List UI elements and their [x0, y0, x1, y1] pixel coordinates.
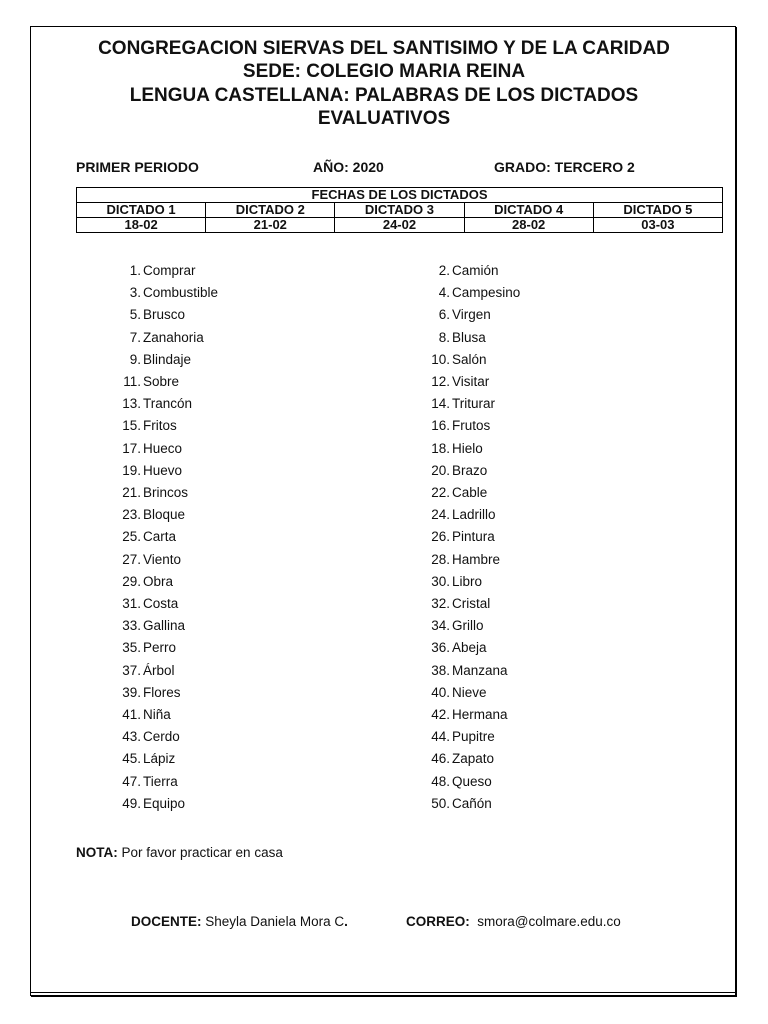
- list-item-number: 14.: [431, 396, 450, 412]
- list-item-word: Cerdo: [143, 729, 180, 745]
- list-item: [426, 685, 487, 701]
- table-header-cell: DICTADO 1: [77, 203, 206, 218]
- list-item-word: Pupitre: [452, 729, 495, 745]
- list-item-word: Trancón: [143, 396, 193, 412]
- list-item-word: Libro: [452, 573, 483, 589]
- list-item: [426, 463, 487, 479]
- list-item-word: Pintura: [452, 529, 495, 545]
- list-item-number: 27.: [122, 551, 141, 567]
- list-item-number: 41.: [122, 707, 141, 722]
- list-item-word: Camión: [452, 263, 499, 278]
- list-item: [117, 441, 182, 457]
- list-item-word: Manzana: [452, 662, 508, 678]
- note-label: NOTA:: [76, 845, 118, 860]
- list-item-word: Campesino: [452, 285, 521, 301]
- list-item-number: 31.: [122, 596, 141, 611]
- period-label: PRIMER PERIODO: [76, 159, 199, 175]
- list-item-word: Gallina: [143, 618, 186, 634]
- list-item-number: 33.: [122, 618, 141, 634]
- list-item-word: Costa: [143, 596, 179, 611]
- list-item-number: 6.: [438, 307, 450, 323]
- list-item-word: Obra: [143, 573, 174, 589]
- list-item-number: 10.: [431, 351, 450, 367]
- title-line-1: CONGREGACION SIERVAS DEL SANTISIMO Y DE LA CARIDAD: [98, 38, 670, 59]
- list-item-number: 42.: [431, 707, 450, 722]
- list-item-number: 44.: [431, 729, 450, 745]
- list-item: [426, 796, 492, 812]
- list-item-word: Hambre: [452, 551, 501, 567]
- list-item-word: Combustible: [143, 285, 219, 301]
- list-item-number: 2.: [438, 263, 450, 278]
- list-item: [117, 263, 196, 279]
- list-item-word: Viento: [143, 551, 182, 567]
- document-title: [40, 37, 728, 131]
- list-item-number: 9.: [129, 351, 141, 367]
- list-item-number: 32.: [431, 596, 450, 611]
- list-item: [426, 263, 499, 279]
- table-date-cell: 18-02: [77, 218, 206, 233]
- table-title: FECHAS DE LOS DICTADOS: [77, 188, 723, 203]
- list-item: [117, 352, 191, 368]
- list-item: [117, 396, 192, 412]
- list-item-number: 48.: [431, 773, 450, 789]
- list-item-word: Queso: [452, 773, 492, 789]
- list-item-number: 38.: [431, 662, 450, 678]
- list-item-number: 45.: [122, 751, 141, 767]
- list-item: [117, 774, 178, 790]
- list-item: [426, 552, 500, 568]
- table-date-cell: 21-02: [206, 218, 335, 233]
- list-item-word: Ladrillo: [452, 507, 496, 523]
- list-item-word: Árbol: [143, 662, 175, 678]
- list-item: [426, 640, 487, 656]
- list-item-number: 39.: [122, 684, 141, 700]
- list-item-number: 47.: [122, 773, 141, 789]
- email-info: [406, 914, 621, 929]
- list-item: [117, 552, 181, 568]
- list-item-word: Hueco: [143, 440, 183, 456]
- year-label: AÑO: 2020: [313, 159, 384, 175]
- teacher-label: DOCENTE:: [131, 914, 202, 929]
- list-item: [117, 729, 180, 745]
- list-item: [426, 729, 495, 745]
- list-item-word: Niña: [143, 707, 171, 722]
- list-item: [426, 285, 520, 301]
- list-item-number: 7.: [129, 329, 141, 345]
- list-item-number: 28.: [431, 551, 450, 567]
- list-item: [426, 330, 486, 346]
- grade-label: GRADO: TERCERO 2: [494, 159, 635, 175]
- list-item: [426, 596, 490, 612]
- list-item: [117, 751, 175, 767]
- list-item: [426, 307, 491, 323]
- list-item-word: Equipo: [143, 795, 186, 811]
- list-item-number: 5.: [129, 307, 141, 323]
- list-item-number: 3.: [129, 285, 141, 301]
- list-item-word: Flores: [143, 684, 181, 700]
- list-item-number: 46.: [431, 751, 450, 767]
- list-item-number: 43.: [122, 729, 141, 745]
- list-item: [117, 418, 177, 434]
- list-item-number: 25.: [122, 529, 141, 545]
- list-item: [117, 463, 182, 479]
- list-item-number: 49.: [122, 795, 141, 811]
- list-item: [117, 574, 173, 590]
- list-item-word: Abeja: [452, 640, 487, 656]
- list-item: [117, 663, 175, 679]
- list-item: [117, 596, 178, 612]
- list-item-word: Triturar: [452, 396, 495, 412]
- list-item-word: Visitar: [452, 374, 490, 389]
- list-item-number: 30.: [431, 573, 450, 589]
- list-item-number: 34.: [431, 618, 450, 634]
- list-item-number: 21.: [122, 485, 141, 500]
- list-item-word: Blindaje: [143, 351, 192, 367]
- list-item-number: 23.: [122, 507, 141, 523]
- list-item-number: 29.: [122, 573, 141, 589]
- list-item-number: 36.: [431, 640, 450, 656]
- list-item: [426, 352, 487, 368]
- email-address: smora@colmare.edu.co: [477, 914, 621, 929]
- list-item-word: Tierra: [143, 773, 178, 789]
- list-item-number: 15.: [122, 418, 141, 434]
- list-item-number: 13.: [122, 396, 141, 412]
- list-item-word: Sobre: [143, 374, 180, 389]
- list-item: [426, 707, 508, 723]
- table-header-row: [77, 203, 723, 218]
- table-date-cell: 24-02: [335, 218, 464, 233]
- list-item: [117, 685, 181, 701]
- list-item: [117, 707, 171, 723]
- list-item-word: Zanahoria: [143, 329, 204, 345]
- table-date-cell: 28-02: [464, 218, 593, 233]
- list-item-word: Salón: [452, 351, 487, 367]
- list-item-number: 18.: [431, 440, 450, 456]
- list-item-word: Blusa: [452, 329, 486, 345]
- list-item: [117, 374, 179, 390]
- title-line-4: EVALUATIVOS: [317, 108, 451, 130]
- table-header-cell: DICTADO 3: [335, 203, 464, 218]
- list-item-number: 19.: [122, 462, 141, 478]
- list-item-number: 35.: [122, 640, 141, 656]
- list-item: [426, 374, 489, 390]
- list-item-number: 22.: [431, 485, 450, 500]
- title-line-3: LENGUA CASTELLANA: PALABRAS DE LOS DICTADOS: [129, 84, 639, 106]
- list-item-word: Fritos: [143, 418, 177, 434]
- list-item-number: 11.: [123, 374, 141, 389]
- list-item: [426, 618, 484, 634]
- list-item: [117, 529, 176, 545]
- list-item-word: Grillo: [452, 618, 484, 634]
- list-item-number: 37.: [122, 662, 141, 678]
- list-item-word: Frutos: [452, 418, 491, 434]
- list-item-word: Brazo: [452, 462, 488, 478]
- list-item-word: Zapato: [452, 751, 495, 767]
- list-item-word: Cable: [452, 485, 488, 500]
- dictation-dates-table: [76, 187, 723, 233]
- list-item: [117, 285, 218, 301]
- teacher-dot: .: [344, 914, 348, 929]
- table-header-cell: DICTADO 2: [206, 203, 335, 218]
- list-item: [426, 529, 495, 545]
- list-item: [426, 774, 492, 790]
- list-item: [426, 418, 490, 434]
- list-item: [117, 330, 204, 346]
- list-item: [117, 307, 185, 323]
- table-title-row: [77, 188, 723, 203]
- title-line-2: SEDE: COLEGIO MARIA REINA: [242, 61, 526, 83]
- list-item: [426, 485, 487, 501]
- list-item: [426, 574, 482, 590]
- list-item-word: Virgen: [452, 307, 491, 323]
- email-label: CORREO:: [406, 914, 470, 929]
- list-item-number: 20.: [431, 462, 450, 478]
- list-item: [426, 507, 496, 523]
- list-item-word: Huevo: [143, 462, 183, 478]
- list-item-word: Brincos: [143, 485, 189, 500]
- table-row: [77, 218, 723, 233]
- list-item-word: Brusco: [143, 307, 186, 323]
- list-item-word: Hermana: [452, 707, 508, 722]
- list-item-word: Nieve: [452, 684, 487, 700]
- teacher-name: Sheyla Daniela Mora C: [205, 914, 345, 929]
- list-item-word: Cristal: [452, 596, 491, 611]
- note: [76, 845, 283, 860]
- list-item: [426, 751, 494, 767]
- list-item-word: Hielo: [452, 440, 483, 456]
- list-item-word: Carta: [143, 529, 177, 545]
- list-item-word: Perro: [143, 640, 177, 656]
- list-item-number: 50.: [431, 795, 450, 811]
- list-item-word: Cañón: [452, 795, 492, 811]
- list-item-word: Lápiz: [143, 751, 176, 767]
- table-date-cell: 03-03: [593, 218, 722, 233]
- list-item-number: 1.: [129, 263, 141, 278]
- list-item-number: 17.: [122, 440, 141, 456]
- list-item: [426, 663, 508, 679]
- list-item-word: Bloque: [143, 507, 186, 523]
- list-item: [426, 396, 495, 412]
- list-item-number: 40.: [431, 684, 450, 700]
- list-item-number: 4.: [438, 285, 450, 301]
- list-item: [117, 618, 185, 634]
- list-item-number: 12.: [431, 374, 450, 389]
- note-text: Por favor practicar en casa: [121, 845, 283, 860]
- list-item: [117, 796, 185, 812]
- list-item: [117, 485, 188, 501]
- teacher-info: [131, 914, 348, 929]
- table-header-cell: DICTADO 4: [464, 203, 593, 218]
- list-item-number: 8.: [438, 329, 450, 345]
- list-item: [117, 507, 185, 523]
- list-item-word: Comprar: [143, 263, 196, 278]
- list-item-number: 16.: [431, 418, 450, 434]
- table-header-cell: DICTADO 5: [593, 203, 722, 218]
- list-item-number: 26.: [431, 529, 450, 545]
- list-item-number: 24.: [431, 507, 450, 523]
- list-item: [117, 640, 176, 656]
- list-item: [426, 441, 483, 457]
